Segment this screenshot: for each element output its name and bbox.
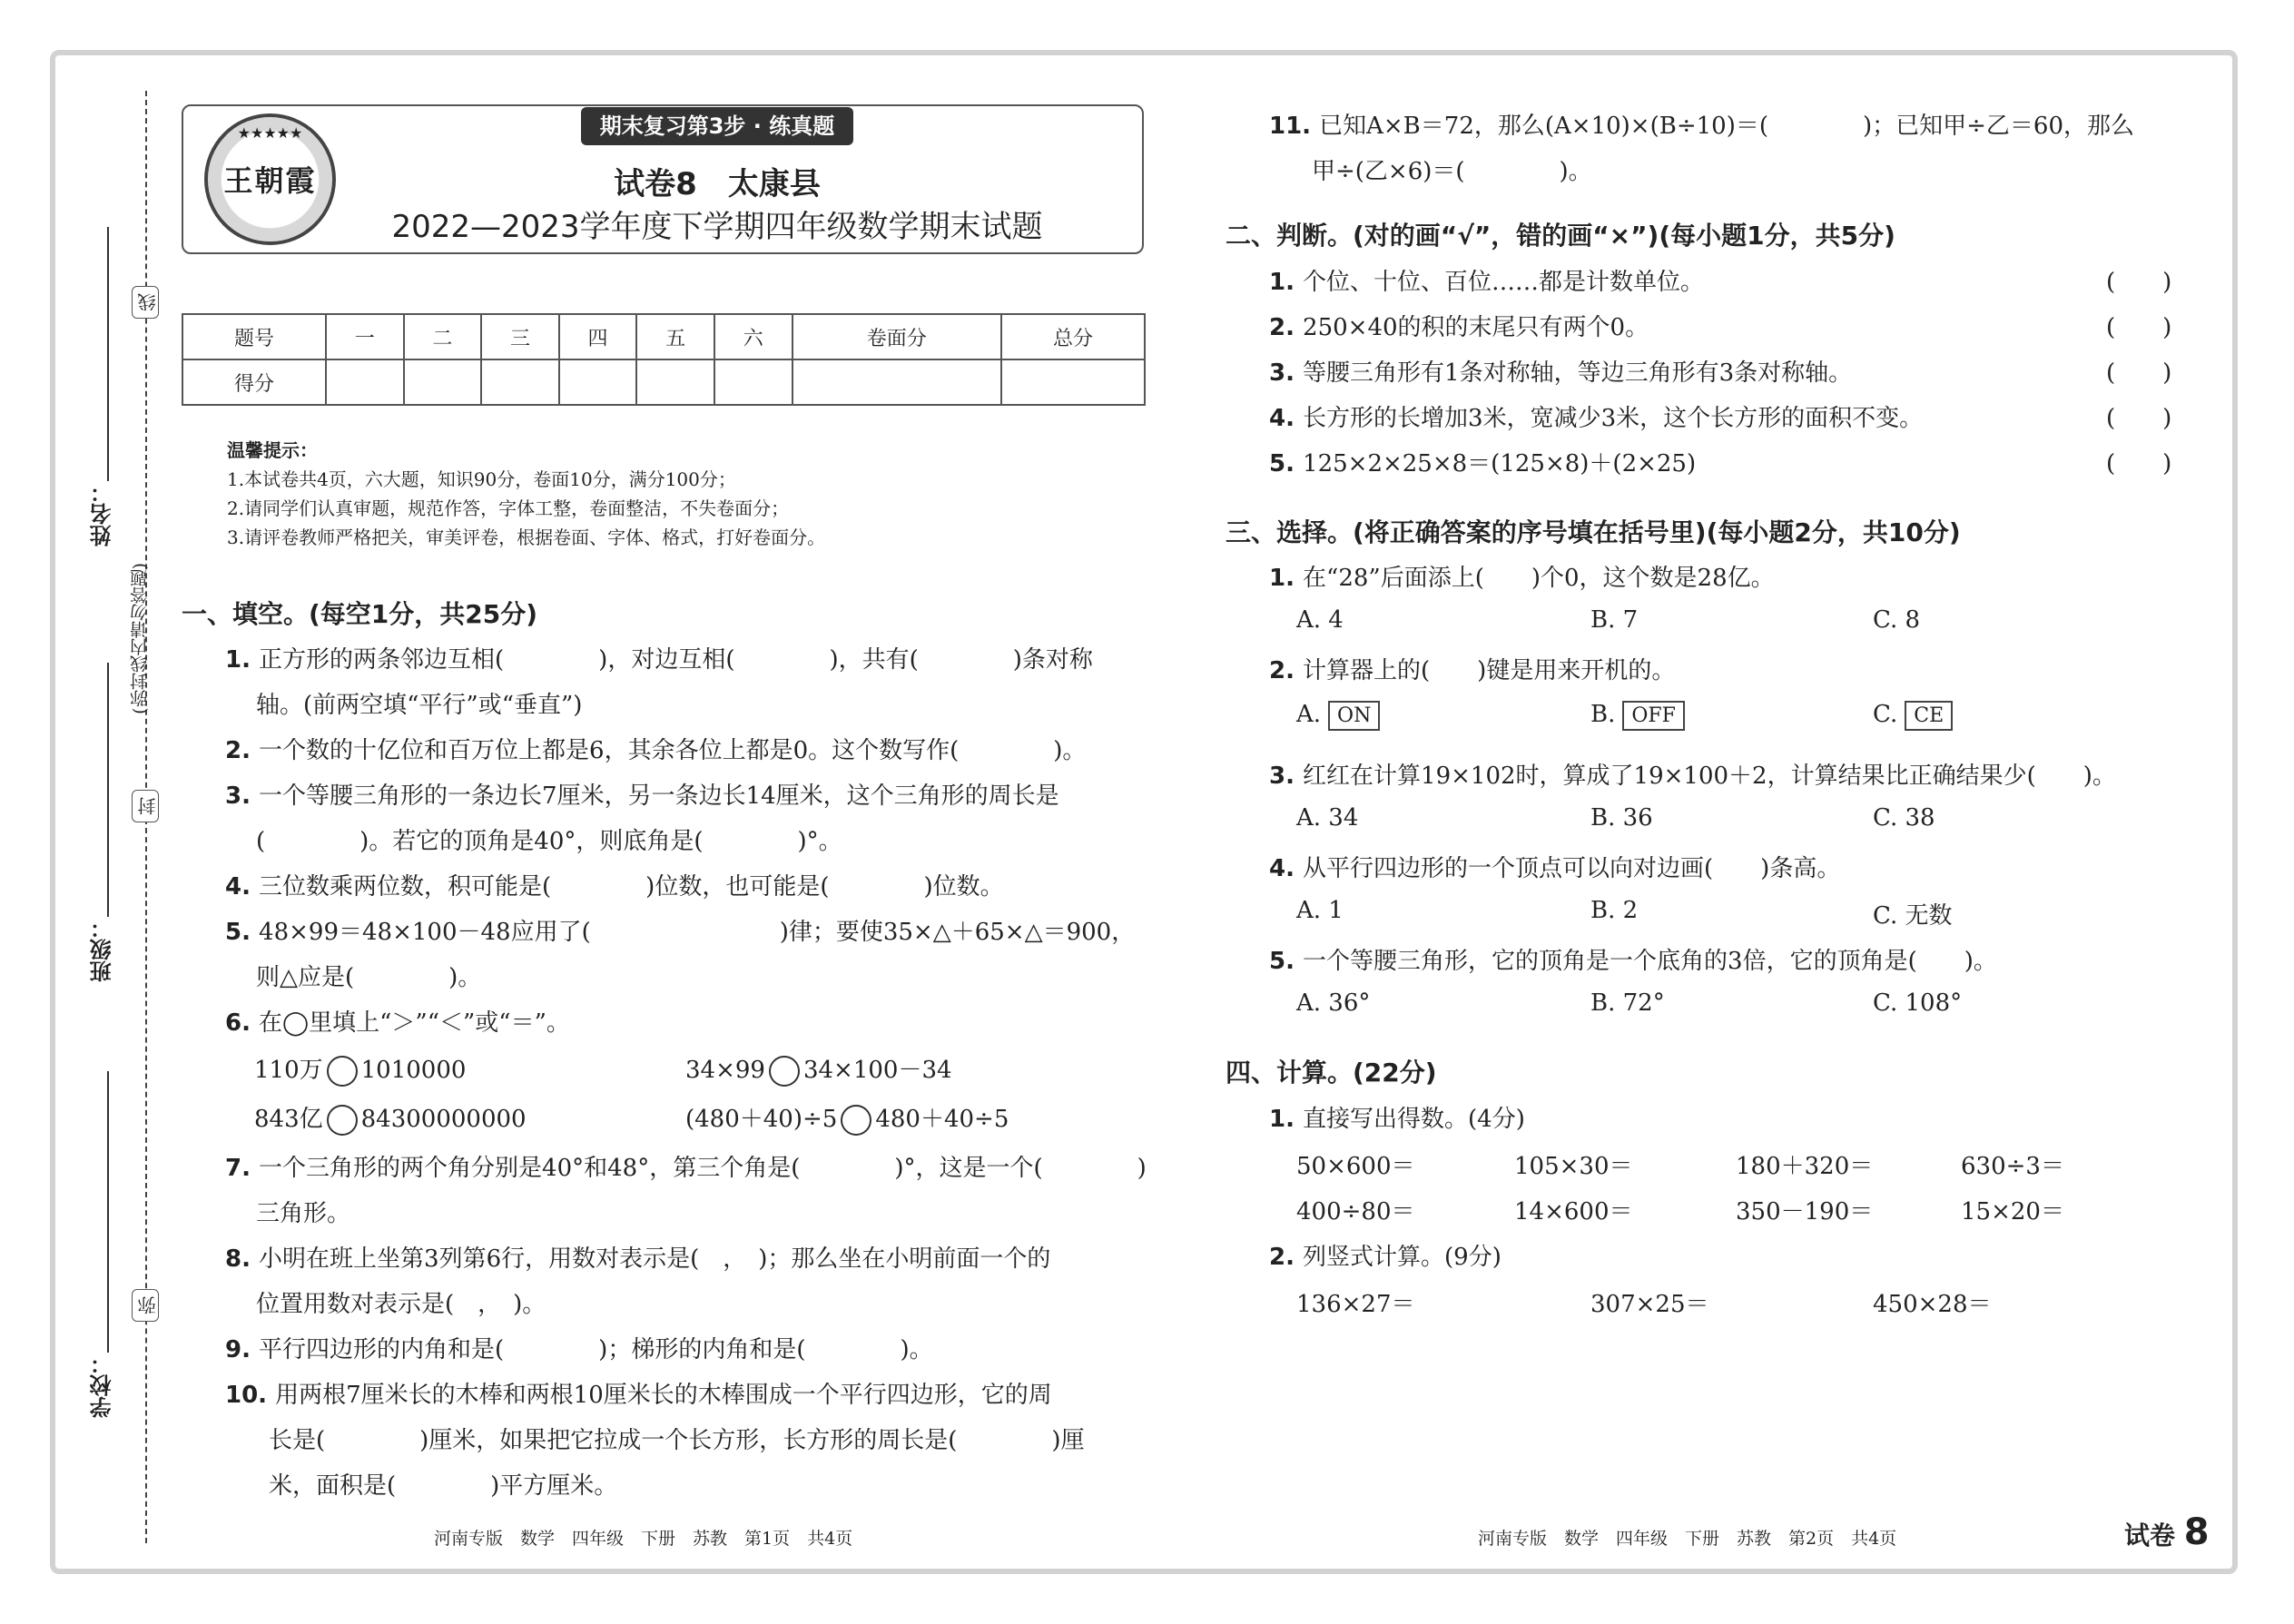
on-key: ON <box>1328 701 1380 731</box>
publisher-logo <box>204 113 336 245</box>
question-1-7: 7. 一个三角形的两个角分别是40°和48°，第三个角是( )°，这是一个( ) <box>225 1155 1147 1182</box>
class-field[interactable] <box>107 663 109 917</box>
question-1-4: 4. 三位数乘两位数，积可能是( )位数，也可能是( )位数。 <box>225 873 1004 901</box>
answer-paren[interactable]: ( ) <box>2106 359 2172 387</box>
school-field[interactable] <box>107 1071 109 1353</box>
score-cell[interactable] <box>793 359 1001 405</box>
choice-option[interactable]: A. ON <box>1296 701 1380 731</box>
seal-note: (弥封线内请勿答题) <box>130 563 150 714</box>
calc-item: 180＋320＝ <box>1736 1153 1874 1180</box>
score-header-cell: 三 <box>481 314 559 359</box>
seal-mark-xian: 线 <box>132 286 159 319</box>
question-1-11-cont: 甲÷(乙×6)＝( )。 <box>1312 158 1592 185</box>
calc-item: 50×600＝ <box>1296 1153 1415 1180</box>
score-header-cell: 题号 <box>182 314 326 359</box>
calc-item: 136×27＝ <box>1296 1291 1415 1318</box>
choice-question: 5. 一个等腰三角形，它的顶角是一个底角的3倍，它的顶角是( )。 <box>1269 948 1997 975</box>
calc-item: 630÷3＝ <box>1961 1153 2064 1180</box>
logo-text: 王朝霞 <box>223 163 317 198</box>
calc-item: 307×25＝ <box>1590 1291 1709 1318</box>
score-cell[interactable] <box>404 359 482 405</box>
class-label: 班级： <box>90 917 115 982</box>
compare-circle[interactable] <box>841 1105 871 1136</box>
question-1-1-cont: 轴。(前两空填“平行”或“垂直”) <box>256 692 583 719</box>
choice-option[interactable]: B. 7 <box>1590 606 1639 634</box>
exam-subtitle: 2022—2023学年度下学期四年级数学期末试题 <box>391 209 1043 245</box>
choice-question: 2. 计算器上的( )键是用来开机的。 <box>1269 657 1676 684</box>
exam-title: 试卷8 太康县 <box>614 166 821 202</box>
ce-key: CE <box>1905 701 1953 731</box>
score-header-row <box>182 314 1145 359</box>
score-header-cell: 卷面分 <box>793 314 1001 359</box>
score-row <box>182 359 1145 405</box>
compare-item: 843亿 84300000000 <box>254 1100 527 1136</box>
star-icon: ★★★★★ <box>237 124 303 142</box>
score-header-cell: 四 <box>559 314 637 359</box>
question-1-3: 3. 一个等腰三角形的一条边长7厘米，另一条边长14厘米，这个三角形的周长是 <box>225 782 1059 810</box>
question-1-5-cont: 则△应是( )。 <box>256 964 482 991</box>
score-cell[interactable] <box>636 359 714 405</box>
seal-mark-mi: 弥 <box>132 1289 159 1322</box>
calc-item: 450×28＝ <box>1873 1291 1992 1318</box>
footer-right: 河南专版 数学 四年级 下册 苏教 第2页 共4页 <box>1478 1529 1897 1549</box>
footer-left: 河南专版 数学 四年级 下册 苏教 第1页 共4页 <box>434 1529 853 1549</box>
calc-question: 1. 直接写出得数。(4分) <box>1269 1106 1525 1133</box>
compare-circle[interactable] <box>769 1056 800 1087</box>
tip-item: 2.请同学们认真审题，规范作答，字体工整，卷面整洁，不失卷面分； <box>227 497 790 519</box>
name-label: 姓名： <box>90 481 115 546</box>
choice-option[interactable]: B. 2 <box>1590 897 1639 924</box>
question-1-11: 11. 已知A×B＝72，那么(A×10)×(B÷10)＝( )；已知甲÷乙＝60，那么 <box>1269 113 2135 140</box>
question-1-1: 1. 正方形的两条邻边互相( )，对边互相( )，共有( )条对称 <box>225 646 1093 674</box>
score-cell[interactable] <box>326 359 404 405</box>
compare-item: 110万 1010000 <box>254 1051 466 1087</box>
score-cell[interactable] <box>481 359 559 405</box>
choice-question: 3. 红红在计算19×102时，算成了19×100＋2，计算结果比正确结果少( )。 <box>1269 763 2116 790</box>
calc-item: 350－190＝ <box>1736 1198 1874 1225</box>
tip-item: 3.请评卷教师严格把关，审美评卷，根据卷面、字体、格式，打好卷面分。 <box>227 527 826 548</box>
calc-item: 400÷80＝ <box>1296 1198 1415 1225</box>
score-table <box>182 313 1146 406</box>
choice-option[interactable]: A. 4 <box>1296 606 1344 634</box>
question-1-10-cont: 长是( )厘米，如果把它拉成一个长方形，长方形的周长是( )厘 <box>269 1427 1085 1454</box>
school-label: 学校： <box>90 1353 115 1418</box>
score-header-cell: 五 <box>636 314 714 359</box>
choice-option[interactable]: C. 8 <box>1873 606 1921 634</box>
choice-option[interactable]: B. 72° <box>1590 989 1665 1017</box>
question-1-10-cont: 米，面积是( )平方厘米。 <box>269 1472 618 1500</box>
score-cell[interactable] <box>559 359 637 405</box>
answer-paren[interactable]: ( ) <box>2106 269 2172 296</box>
seal-mark-feng: 封 <box>132 790 159 822</box>
judge-item: 4. 长方形的长增加3米，宽减少3米，这个长方形的面积不变。 <box>1269 405 1924 432</box>
question-1-7-cont: 三角形。 <box>256 1200 351 1227</box>
score-row-label: 得分 <box>182 359 326 405</box>
review-step-tag: 期末复习第3步 · 练真题 <box>581 107 853 145</box>
choice-option[interactable]: A. 36° <box>1296 989 1371 1017</box>
choice-option[interactable]: C. 38 <box>1873 804 1935 832</box>
section-2-title: 二、判断。(对的画“√”，错的画“×”)(每小题1分，共5分) <box>1226 221 1895 251</box>
choice-option[interactable]: B. 36 <box>1590 804 1653 832</box>
judge-item: 3. 等腰三角形有1条对称轴，等边三角形有3条对称轴。 <box>1269 359 1853 387</box>
section-4-title: 四、计算。(22分) <box>1226 1058 1437 1088</box>
score-cell[interactable] <box>714 359 793 405</box>
compare-item: (480＋40)÷5 480＋40÷5 <box>685 1100 1009 1136</box>
question-1-8: 8. 小明在班上坐第3列第6行，用数对表示是( ， )；那么坐在小明前面一个的 <box>225 1245 1051 1273</box>
choice-option[interactable]: A. 1 <box>1296 897 1344 924</box>
score-header-cell: 总分 <box>1001 314 1145 359</box>
score-header-cell: 一 <box>326 314 404 359</box>
choice-option[interactable]: A. 34 <box>1296 804 1359 832</box>
judge-item: 5. 125×2×25×8＝(125×8)＋(2×25) <box>1269 450 1697 477</box>
question-1-3-cont: ( )。若它的顶角是40°，则底角是( )°。 <box>256 828 842 855</box>
answer-paren[interactable]: ( ) <box>2106 314 2172 341</box>
score-cell[interactable] <box>1001 359 1145 405</box>
calc-item: 14×600＝ <box>1514 1198 1633 1225</box>
compare-item: 34×99 34×100－34 <box>685 1051 952 1087</box>
score-header-cell: 二 <box>404 314 482 359</box>
name-field[interactable] <box>107 227 109 481</box>
answer-paren[interactable]: ( ) <box>2106 450 2172 477</box>
calc-question: 2. 列竖式计算。(9分) <box>1269 1244 1501 1271</box>
judge-item: 2. 250×40的积的末尾只有两个0。 <box>1269 314 1649 341</box>
choice-question: 1. 在“28”后面添上( )个0，这个数是28亿。 <box>1269 565 1775 592</box>
question-1-8-cont: 位置用数对表示是( ， )。 <box>256 1291 546 1318</box>
choice-option[interactable]: C. 无数 <box>1873 902 1953 930</box>
off-key: OFF <box>1622 701 1685 731</box>
answer-paren[interactable]: ( ) <box>2106 405 2172 432</box>
paper-number: 试卷 8 <box>2124 1511 2210 1553</box>
score-header-cell: 六 <box>714 314 793 359</box>
question-1-6: 6. 在◯里填上“＞”“＜”或“＝”。 <box>225 1009 570 1037</box>
section-3-title: 三、选择。(将正确答案的序号填在括号里)(每小题2分，共10分) <box>1226 517 1961 547</box>
question-1-2: 2. 一个数的十亿位和百万位上都是6，其余各位上都是0。这个数写作( )。 <box>225 737 1087 764</box>
tips-box <box>227 436 825 552</box>
compare-circle[interactable] <box>327 1056 358 1087</box>
question-1-10: 10. 用两根7厘米长的木棒和两根10厘米长的木棒围成一个平行四边形，它的周 <box>225 1382 1052 1409</box>
calc-item: 105×30＝ <box>1514 1153 1633 1180</box>
judge-item: 1. 个位、十位、百位……都是计数单位。 <box>1269 269 1705 296</box>
tip-item: 1.本试卷共4页，六大题，知识90分，卷面10分，满分100分； <box>227 468 736 490</box>
choice-option[interactable]: C. CE <box>1873 701 1953 731</box>
compare-circle[interactable] <box>327 1105 358 1136</box>
choice-option[interactable]: C. 108° <box>1873 989 1963 1017</box>
question-1-5: 5. 48×99＝48×100－48应用了( )律；要使35×△＋65×△＝900， <box>225 919 1136 946</box>
section-1-title: 一、填空。(每空1分，共25分) <box>182 599 538 629</box>
calc-item: 15×20＝ <box>1961 1198 2064 1225</box>
choice-option[interactable]: B. OFF <box>1590 701 1685 731</box>
choice-question: 4. 从平行四边形的一个顶点可以向对边画( )条高。 <box>1269 855 1841 882</box>
tips-title: 温馨提示： <box>227 439 318 461</box>
question-1-9: 9. 平行四边形的内角和是( )；梯形的内角和是( )。 <box>225 1336 933 1363</box>
